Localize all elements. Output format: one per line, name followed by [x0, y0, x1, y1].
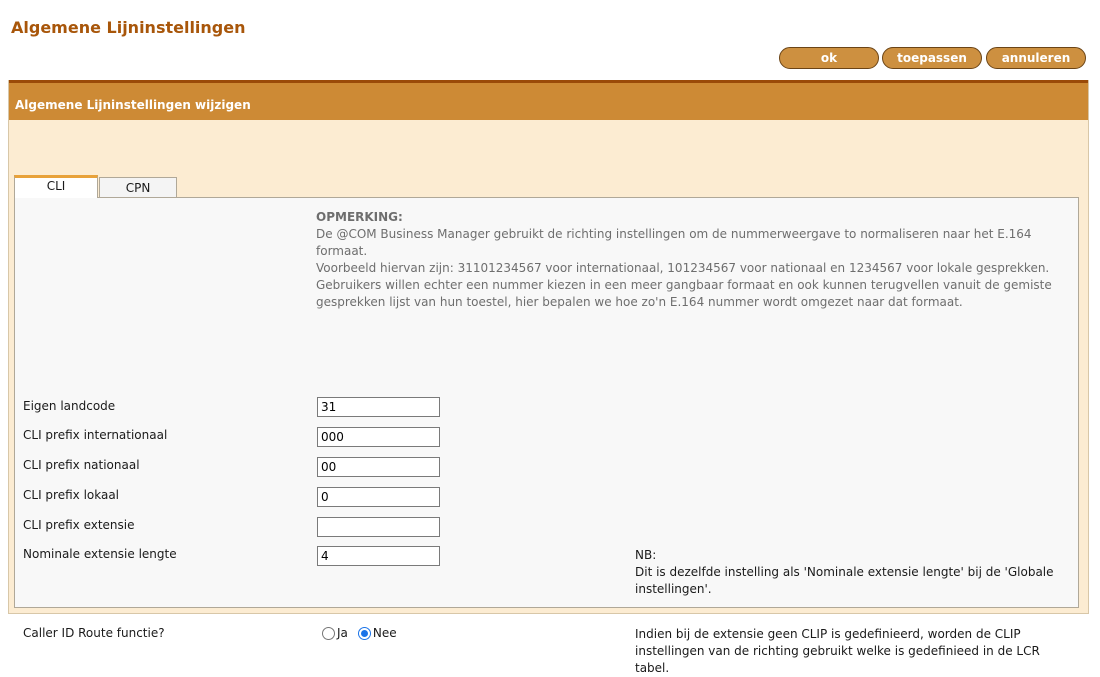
caller-id-route-options — [322, 626, 407, 640]
natl-prefix-label: CLI prefix nationaal — [23, 458, 140, 472]
remark-line: Gebruikers willen echter een nummer kiezen in een meer gangbaar formaat en ook kunnen terugvellen vanuit de gemiste — [316, 278, 1052, 292]
natl-prefix-input[interactable] — [317, 457, 440, 477]
radio-ja-label[interactable]: Ja — [337, 626, 348, 640]
intl-prefix-label: CLI prefix internationaal — [23, 428, 168, 442]
tab-content — [14, 197, 1079, 675]
intl-prefix-input[interactable] — [317, 427, 440, 447]
caller-id-info-line: Indien bij de extensie geen CLIP is gedefinieerd, worden de CLIP — [635, 627, 1021, 641]
remark-note — [316, 209, 1056, 311]
radio-nee-label[interactable]: Nee — [372, 626, 397, 640]
ok-button[interactable]: ok — [779, 47, 879, 69]
caller-id-route-label: Caller ID Route functie? — [23, 626, 165, 640]
nb-note — [635, 547, 1055, 598]
apply-button[interactable]: toepassen — [882, 47, 982, 69]
remark-line: gesprekken lijst van hun toestel, hier bepalen we hoe zo'n E.164 nummer wordt omgezet naar dat formaat. — [316, 295, 963, 309]
ext-prefix-label: CLI prefix extensie — [23, 518, 135, 532]
settings-panel — [8, 80, 1089, 675]
nb-line: instellingen'. — [635, 582, 712, 596]
ext-length-label: Nominale extensie lengte — [23, 547, 177, 561]
country-code-label: Eigen landcode — [23, 399, 116, 413]
local-prefix-input[interactable] — [317, 487, 440, 507]
remark-line: De @COM Business Manager gebruikt de richting instellingen om de nummerweergave to normaliseren naar het E.164 formaat. — [316, 227, 1032, 258]
ext-length-input[interactable] — [317, 546, 440, 566]
page-title: Algemene Lijninstellingen — [11, 18, 246, 37]
remark-line: Voorbeeld hiervan zijn: 31101234567 voor internationaal, 101234567 voor nationaal en 1234567 voor lokale gesprekken. — [316, 261, 1050, 275]
cancel-button[interactable]: annuleren — [986, 47, 1086, 69]
caller-id-info-line: instellingen van de richting gebruikt welke is gedefinieed in de LCR tabel. — [635, 644, 1040, 675]
ext-prefix-input[interactable] — [317, 517, 440, 537]
tab-cli[interactable]: CLI — [14, 175, 98, 198]
panel-header: Algemene Lijninstellingen wijzigen — [9, 83, 1088, 120]
nb-line: Dit is dezelfde instelling als 'Nominale extensie lengte' bij de 'Globale — [635, 565, 1054, 579]
local-prefix-label: CLI prefix lokaal — [23, 488, 120, 502]
radio-ja[interactable] — [322, 627, 335, 640]
remark-title: OPMERKING: — [316, 210, 403, 224]
radio-nee[interactable] — [358, 627, 371, 640]
nb-title: NB: — [635, 548, 657, 562]
caller-id-info — [635, 626, 1055, 677]
country-code-input[interactable] — [317, 397, 440, 417]
tab-cpn[interactable]: CPN — [99, 177, 177, 198]
